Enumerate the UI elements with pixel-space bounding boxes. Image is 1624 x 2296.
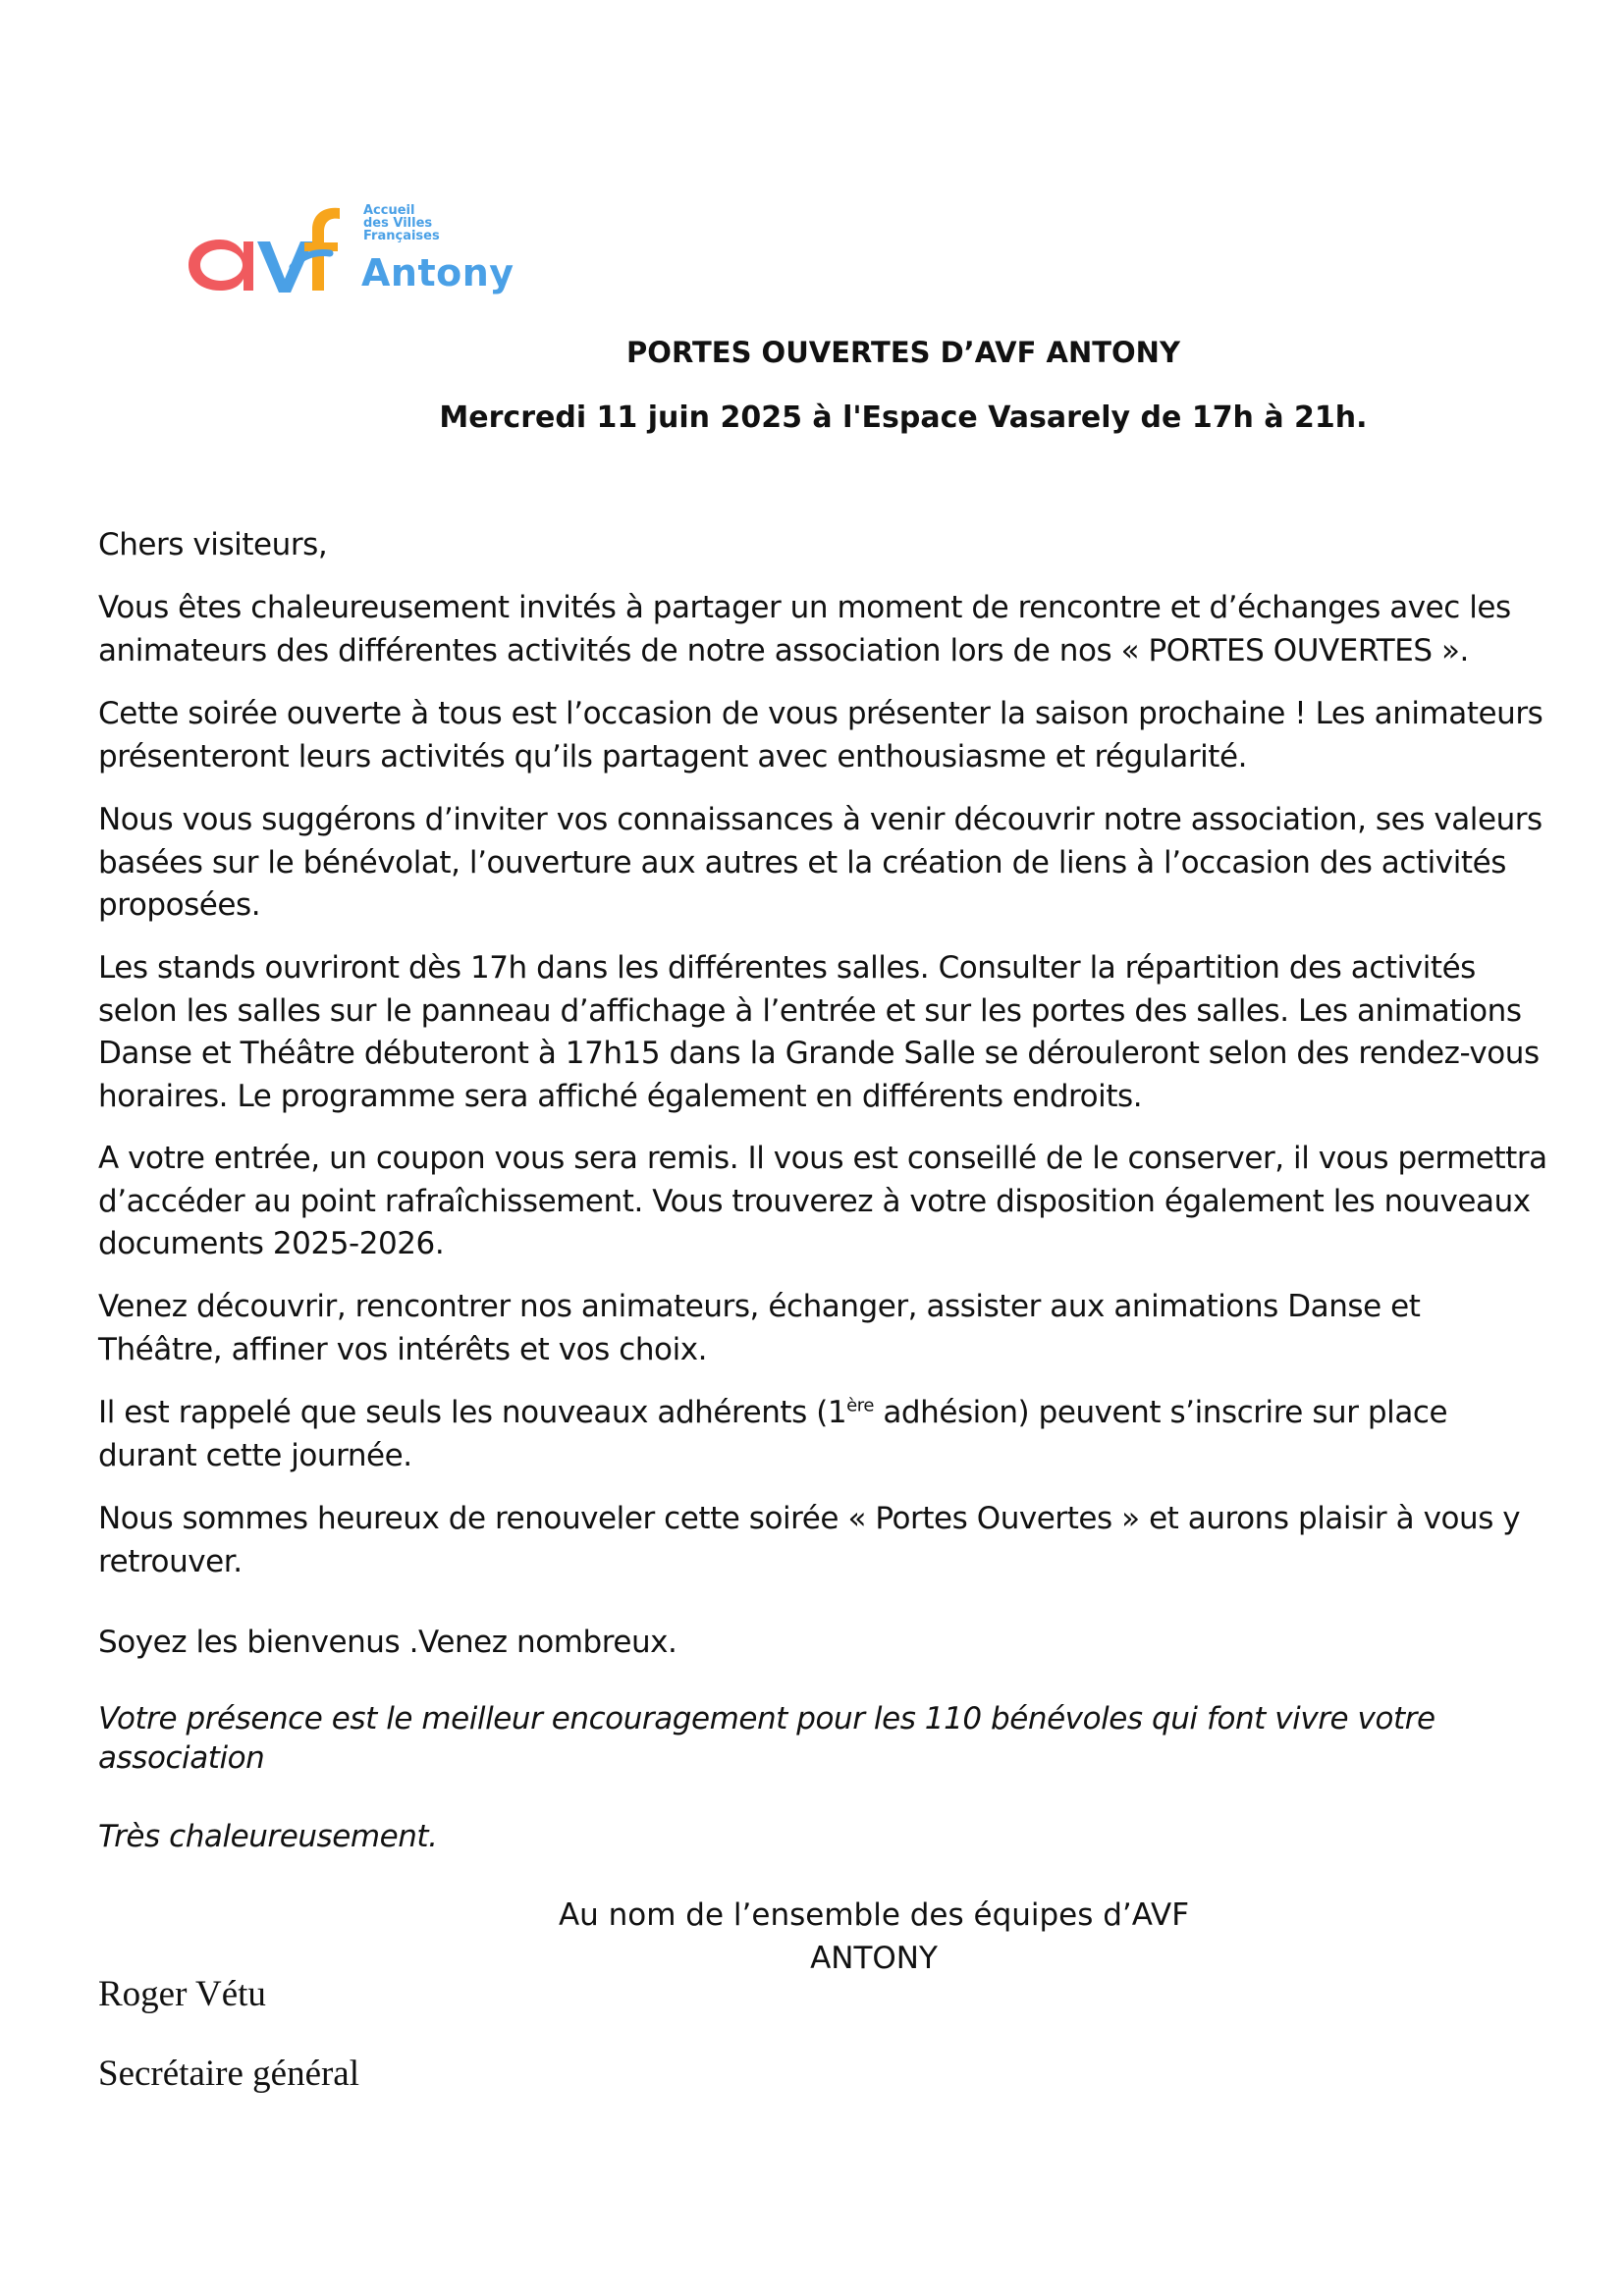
- page-title: PORTES OUVERTES D’AVF ANTONY: [626, 336, 1180, 369]
- signatory-name: Roger Vétu: [98, 1974, 266, 2014]
- paragraph-6: Venez découvrir, rencontrer nos animateurs, échanger, assister aux animations Danse et Théâtre, affiner vos intérêts et vos choix.: [98, 1289, 1421, 1367]
- paragraph-2: Cette soirée ouverte à tous est l’occasion de vous présenter la saison prochaine ! Les animateurs présenteront leurs activités qu’ils partagent avec enthousiasme et régularité.: [98, 696, 1543, 774]
- signatory-role: Secrétaire général: [98, 2054, 360, 2094]
- paragraph-4: Les stands ouvriront dès 17h dans les différentes salles. Consulter la répartition des activités selon les salles sur le panneau d’affichage à l’entrée et sur les portes des salles. Les animations Danse et Théâtre débuteront à 17h15 dans la Grande Salle se dérouleront selon des rendez-vous horaires. Le programme sera affiché également en différents endroits.: [98, 950, 1540, 1114]
- paragraph-3: Nous vous suggérons d’inviter vos connaissances à venir découvrir notre association, ses valeurs basées sur le bénévolat, l’ouverture aux autres et la création de liens à l’occasion des activités proposées.: [98, 802, 1543, 923]
- paragraph-7: Il est rappelé que seuls les nouveaux adhérents (1ère adhésion) peuvent s’inscrire sur place durant cette journée.: [98, 1395, 1448, 1473]
- paragraph-5: A votre entrée, un coupon vous sera remis. Il vous est conseillé de le conserver, il vous permettra d’accéder au point rafraîchissement. Vous trouverez à votre disposition également les nouveaux documents 2025-2026.: [98, 1141, 1547, 1261]
- welcome-line: Soyez les bienvenus .Venez nombreux.: [98, 1625, 677, 1660]
- italic-closing: Très chaleureusement.: [98, 1819, 438, 1854]
- logo-tagline: Accueil des Villes Françaises: [363, 203, 440, 243]
- on-behalf-line: Au nom de l’ensemble des équipes d’AVF ANTONY: [558, 1897, 1190, 1976]
- avf-wordmark-icon: [183, 202, 359, 310]
- avf-logo: [183, 202, 516, 310]
- paragraph-8: Nous sommes heureux de renouveler cette soirée « Portes Ouvertes » et aurons plaisir à vous y retrouver.: [98, 1501, 1521, 1579]
- logo-city: Antony: [361, 251, 514, 294]
- paragraph-1: Vous êtes chaleureusement invités à partager un moment de rencontre et d’échanges avec les animateurs des différentes activités de notre association lors de nos « PORTES OUVERTES ».: [98, 590, 1511, 668]
- page-subtitle: Mercredi 11 juin 2025 à l'Espace Vasarely de 17h à 21h.: [439, 400, 1368, 435]
- italic-encouragement: Votre présence est le meilleur encouragement pour les 110 bénévoles qui font vivre votre association: [98, 1701, 1435, 1776]
- greeting: Chers visiteurs,: [98, 527, 328, 562]
